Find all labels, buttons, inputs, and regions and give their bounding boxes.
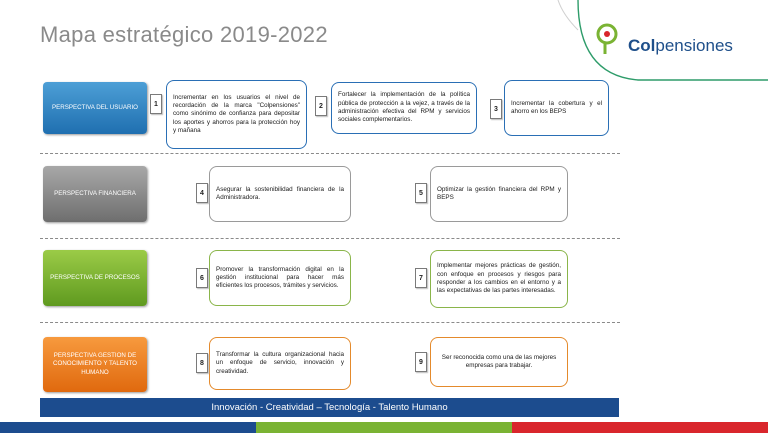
slide-title: Mapa estratégico 2019-2022 (40, 22, 328, 47)
objective-text: Incrementar la cobertura y el ahorro en los BEPS (511, 99, 602, 115)
objective-text: Ser reconocida como una de las mejores empresas para trabajar. (441, 353, 557, 369)
objective-box (166, 80, 307, 149)
objective-box (209, 337, 351, 390)
objective-box (331, 82, 477, 134)
objective-number: 4 (196, 183, 208, 203)
separator (40, 238, 620, 239)
objective-text: Incrementar en los usuarios el nivel de recordación de la marca "Colpensiones" como sinónimo de confianza para depositar los aportes y ahorros para la protección hoy y mañana (173, 93, 300, 134)
objective-number: 5 (415, 183, 427, 203)
perspective-procesos: PERSPECTIVA DE PROCESOS (43, 250, 147, 306)
values-banner: Innovación - Creatividad – Tecnología - Talento Humano (40, 398, 619, 417)
footer-strip-red (512, 422, 768, 433)
objective-text: Implementar mejores prácticas de gestión, con enfoque en procesos y riesgos para responder a los cambios en el entorno y a las expectativas de las partes interesadas. (437, 262, 561, 295)
objective-number: 1 (150, 94, 162, 114)
objective-number: 9 (415, 352, 427, 372)
objective-number: 6 (196, 268, 208, 288)
footer-strip-blue (0, 422, 256, 433)
objective-box (504, 80, 609, 136)
separator (40, 322, 620, 323)
perspective-financiera: PERSPECTIVA FINANCIERA (43, 166, 147, 222)
objective-number: 8 (196, 353, 208, 373)
objective-box (209, 250, 351, 306)
separator (40, 153, 620, 154)
objective-number: 2 (315, 96, 327, 116)
objective-box (209, 166, 351, 222)
objective-box (430, 250, 568, 308)
logo-bold: Col (628, 36, 656, 55)
objective-text: Optimizar la gestión financiera del RPM y BEPS (437, 185, 561, 201)
objective-text: Asegurar la sostenibilidad financiera de la Administradora. (216, 185, 344, 201)
objective-box (430, 337, 568, 387)
perspective-talento-humano: PERSPECTIVA GESTION DE CONOCIMIENTO Y TALENTO HUMANO (43, 337, 147, 392)
objective-number: 7 (415, 268, 427, 288)
objective-text: Promover la transformación digital en la gestión institucional para hacer más eficientes los procesos, trámites y servicios. (216, 265, 344, 290)
logo-wordmark (628, 36, 733, 56)
objective-box (430, 166, 568, 222)
perspective-usuario: PERSPECTIVA DEL USUARIO (43, 82, 147, 134)
objective-number: 3 (490, 99, 502, 119)
logo-regular: pensiones (655, 36, 733, 55)
objective-text: Fortalecer la implementación de la política pública de protección a la vejez, a través de la administración efectiva del RPM y servicios sociales complementarios. (338, 91, 470, 124)
footer-strip-green (256, 422, 512, 433)
objective-text: Transformar la cultura organizacional hacia un enfoque de servicio, innovación y creatividad. (216, 351, 344, 375)
